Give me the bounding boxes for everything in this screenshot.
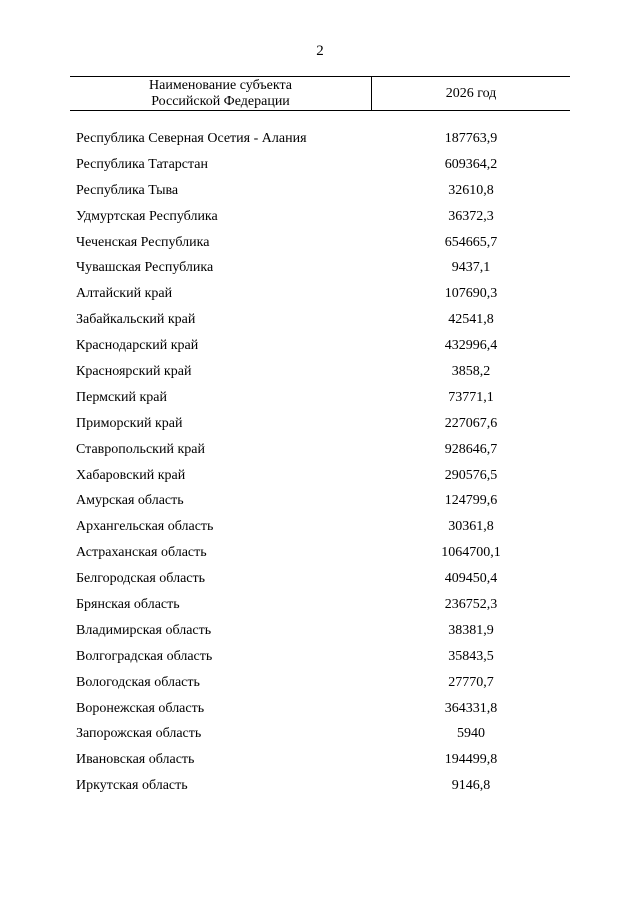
table-row — [0, 361, 640, 387]
table-body — [0, 128, 640, 801]
table-row — [0, 180, 640, 206]
value-2026-cell: 654665,7 — [444, 234, 498, 250]
table-row — [0, 232, 640, 258]
table-row — [0, 749, 640, 775]
value-2026-cell: 409450,4 — [444, 571, 498, 587]
value-2026-cell: 35843,5 — [448, 648, 494, 664]
value-2026-cell: 5940 — [457, 726, 485, 742]
value-2026-cell: 194499,8 — [444, 752, 498, 768]
value-2026-cell: 236752,3 — [444, 597, 498, 613]
subject-name-cell: Красноярский край — [76, 364, 192, 380]
subject-name-cell: Забайкальский край — [76, 312, 196, 328]
subject-name-cell: Амурская область — [76, 493, 184, 509]
value-2026-cell: 9437,1 — [451, 260, 491, 276]
value-2026-cell: 73771,1 — [448, 389, 494, 405]
value-2026-cell: 187763,9 — [444, 131, 498, 146]
table-row — [0, 309, 640, 335]
value-2026-cell: 107690,3 — [444, 286, 498, 302]
value-2026-cell: 1064700,1 — [441, 545, 501, 561]
value-2026-cell: 432996,4 — [444, 338, 498, 354]
table-row — [0, 542, 640, 568]
table-row — [0, 128, 640, 154]
subject-name-cell: Запорожская область — [76, 726, 202, 742]
subject-name-cell: Республика Северная Осетия - Алания — [76, 131, 307, 146]
subject-name-cell: Алтайский край — [76, 286, 173, 302]
value-2026-cell: 227067,6 — [444, 415, 498, 431]
subject-name-cell: Астраханская область — [76, 545, 207, 561]
value-2026-cell: 36372,3 — [448, 208, 494, 224]
table-row — [0, 646, 640, 672]
subject-name-cell: Архангельская область — [76, 519, 214, 535]
subject-name-cell: Пермский край — [76, 389, 167, 405]
subject-name-cell: Ивановская область — [76, 752, 195, 768]
table-row — [0, 154, 640, 180]
subject-name-cell: Краснодарский край — [76, 338, 199, 354]
subject-name-cell: Ставропольский край — [76, 441, 205, 457]
table-row — [0, 439, 640, 465]
value-2026-cell: 38381,9 — [448, 622, 494, 638]
value-2026-cell: 30361,8 — [448, 519, 494, 535]
table-header — [70, 76, 570, 111]
value-2026-cell: 928646,7 — [444, 441, 498, 457]
table-row — [0, 257, 640, 283]
subject-name-cell: Белгородская область — [76, 571, 206, 587]
table-row — [0, 620, 640, 646]
subject-name-cell: Волгоградская область — [76, 648, 213, 664]
subject-name-cell: Приморский край — [76, 415, 183, 431]
value-2026-cell: 124799,6 — [444, 493, 498, 509]
table-row — [0, 413, 640, 439]
table-row — [0, 206, 640, 232]
value-2026-cell: 42541,8 — [448, 312, 494, 328]
subject-name-cell: Воронежская область — [76, 700, 205, 716]
table-row — [0, 568, 640, 594]
subject-name-cell: Вологодская область — [76, 674, 200, 690]
subject-name-cell: Республика Татарстан — [76, 156, 209, 172]
value-2026-cell: 609364,2 — [444, 156, 498, 172]
table-row — [0, 490, 640, 516]
table-row — [0, 672, 640, 698]
table-row — [0, 775, 640, 801]
table-row — [0, 698, 640, 724]
subject-name-cell: Чеченская Республика — [76, 234, 210, 250]
table-row — [0, 516, 640, 542]
value-2026-cell: 3858,2 — [451, 364, 491, 380]
column-header-subject: Наименование субъекта Российской Федерации — [70, 77, 372, 110]
value-2026-cell: 27770,7 — [448, 674, 494, 690]
table-row — [0, 335, 640, 361]
value-2026-cell: 364331,8 — [444, 700, 498, 716]
subject-name-cell: Хабаровский край — [76, 467, 186, 483]
page-number: 2 — [316, 43, 324, 59]
table-row — [0, 723, 640, 749]
subject-name-cell: Удмуртская Республика — [76, 208, 218, 224]
subject-name-cell: Чувашская Республика — [76, 260, 214, 276]
subject-name-cell: Брянская область — [76, 597, 180, 613]
value-2026-cell: 9146,8 — [451, 778, 491, 794]
value-2026-cell: 32610,8 — [448, 182, 494, 198]
value-2026-cell: 290576,5 — [444, 467, 498, 483]
table-row — [0, 465, 640, 491]
subject-name-cell: Владимирская область — [76, 622, 212, 638]
table-row — [0, 387, 640, 413]
subject-name-cell: Республика Тыва — [76, 182, 179, 198]
column-header-year: 2026 год — [445, 86, 497, 101]
table-row — [0, 594, 640, 620]
table-row — [0, 283, 640, 309]
subject-name-cell: Иркутская область — [76, 778, 188, 794]
